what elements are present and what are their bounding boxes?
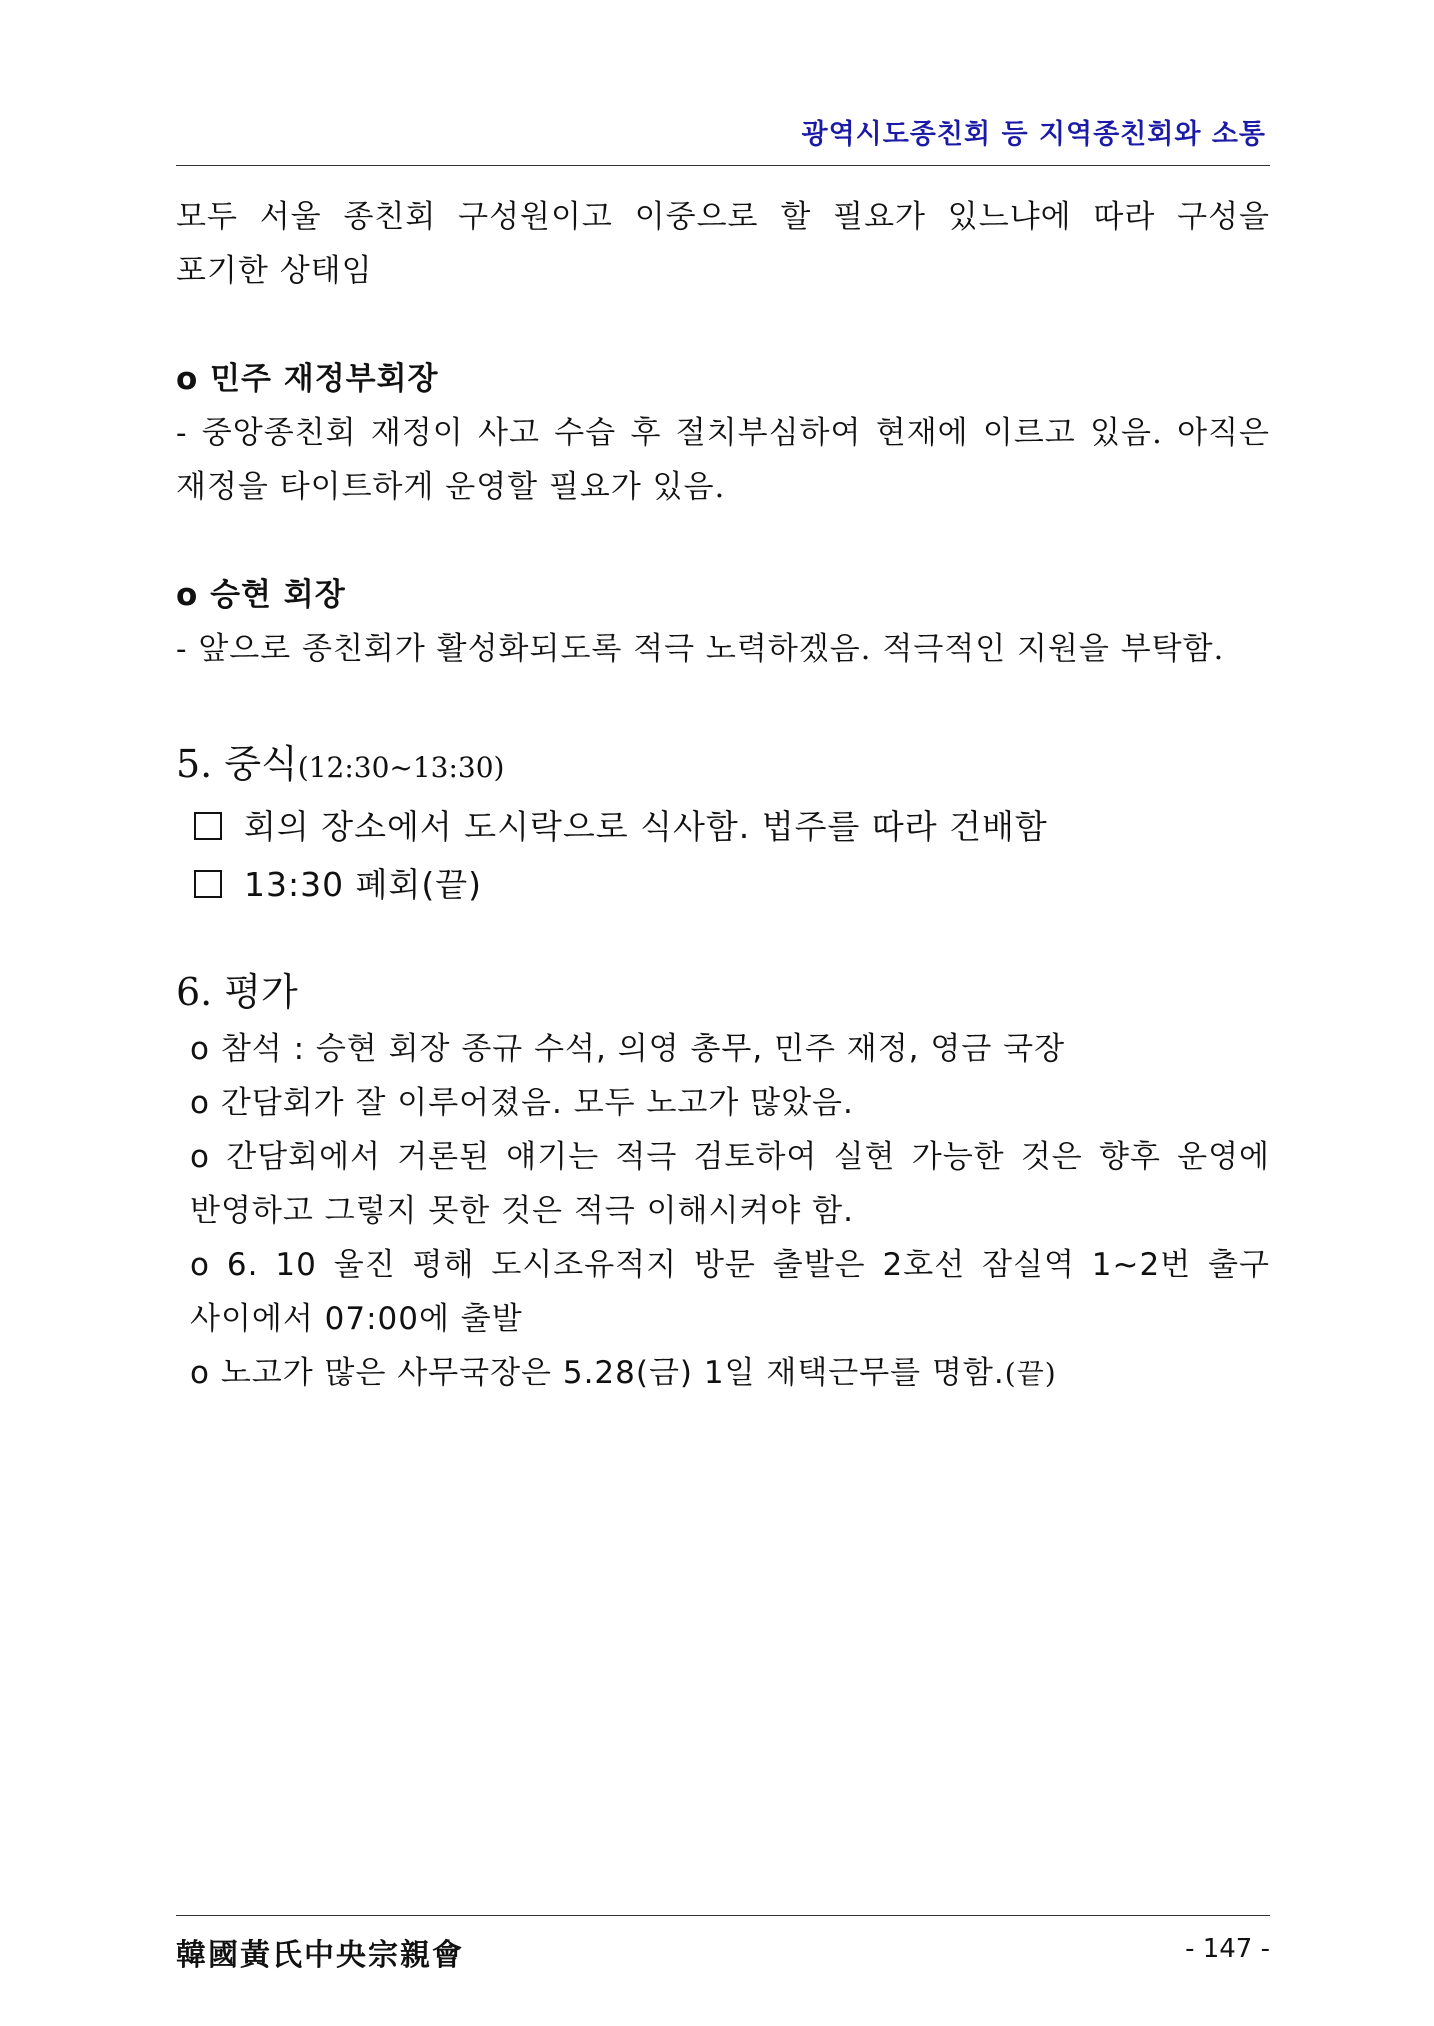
checkbox-square-icon bbox=[194, 870, 222, 898]
intro-paragraph: 모두 서울 종친회 구성원이고 이중으로 할 필요가 있느냐에 따라 구성을 포기한 상태임 bbox=[176, 199, 1270, 289]
remark-text-minju: - 중앙종친회 재정이 사고 수습 후 절치부심하여 현재에 이르고 있음. 아직은 재정을 타이트하게 운영할 필요가 있음. bbox=[176, 415, 1270, 505]
section-5-item bbox=[176, 798, 1270, 856]
checkbox-square-icon bbox=[194, 812, 222, 840]
evaluation-item: o 간담회가 잘 이루어졌음. 모두 노고가 많았음. bbox=[190, 1085, 854, 1121]
page-body bbox=[176, 190, 1270, 1401]
remark-text-seunghyeon: - 앞으로 종친회가 활성화되도록 적극 노력하겠음. 적극적인 지원을 부탁함. bbox=[176, 631, 1225, 667]
end-mark: (끝) bbox=[1004, 1357, 1057, 1390]
evaluation-item-last bbox=[176, 1346, 1270, 1401]
evaluation-item: o 참석 : 승현 회장 종규 수석, 의영 총무, 민주 재정, 영금 국장 bbox=[190, 1031, 1066, 1067]
section-5-time: (12:30~13:30) bbox=[297, 751, 505, 784]
evaluation-item: o 간담회에서 거론된 얘기는 적극 검토하여 실현 가능한 것은 향후 운영에 반영하고 그렇지 못한 것은 적극 이해시켜야 함. bbox=[190, 1139, 1270, 1229]
remark-speaker-seunghyeon: o 승현 회장 bbox=[176, 577, 346, 613]
remark-speaker-minju: o 민주 재정부회장 bbox=[176, 361, 439, 397]
footer-organization-name: 韓國黃氏中央宗親會 bbox=[176, 1938, 464, 1973]
running-header-title: 광역시도종친회 등 지역종친회와 소통 bbox=[801, 119, 1266, 150]
section-5-item-text: 13:30 폐회(끝) bbox=[244, 865, 482, 904]
evaluation-item-text: o 노고가 많은 사무국장은 5.28(금) 1일 재택근무를 명함. bbox=[190, 1355, 1005, 1391]
section-5-heading: 5. 중식 bbox=[176, 742, 298, 786]
section-5-item bbox=[176, 856, 1270, 914]
footer-rule bbox=[176, 1915, 1270, 1916]
section-5-item-text: 회의 장소에서 도시락으로 식사함. 법주를 따라 건배함 bbox=[244, 807, 1048, 846]
spacer bbox=[176, 298, 1270, 352]
spacer bbox=[176, 914, 1270, 962]
section-6-title: 6. 평가 bbox=[176, 970, 298, 1014]
page-number: - 147 - bbox=[1185, 1934, 1270, 1964]
spacer bbox=[176, 676, 1270, 734]
evaluation-item: o 6. 10 울진 평해 도시조유적지 방문 출발은 2호선 잠실역 1~2번 출구 사이에서 07:00에 출발 bbox=[190, 1247, 1270, 1337]
section-5-title bbox=[176, 734, 1270, 798]
spacer bbox=[176, 514, 1270, 568]
header-rule bbox=[176, 165, 1270, 166]
